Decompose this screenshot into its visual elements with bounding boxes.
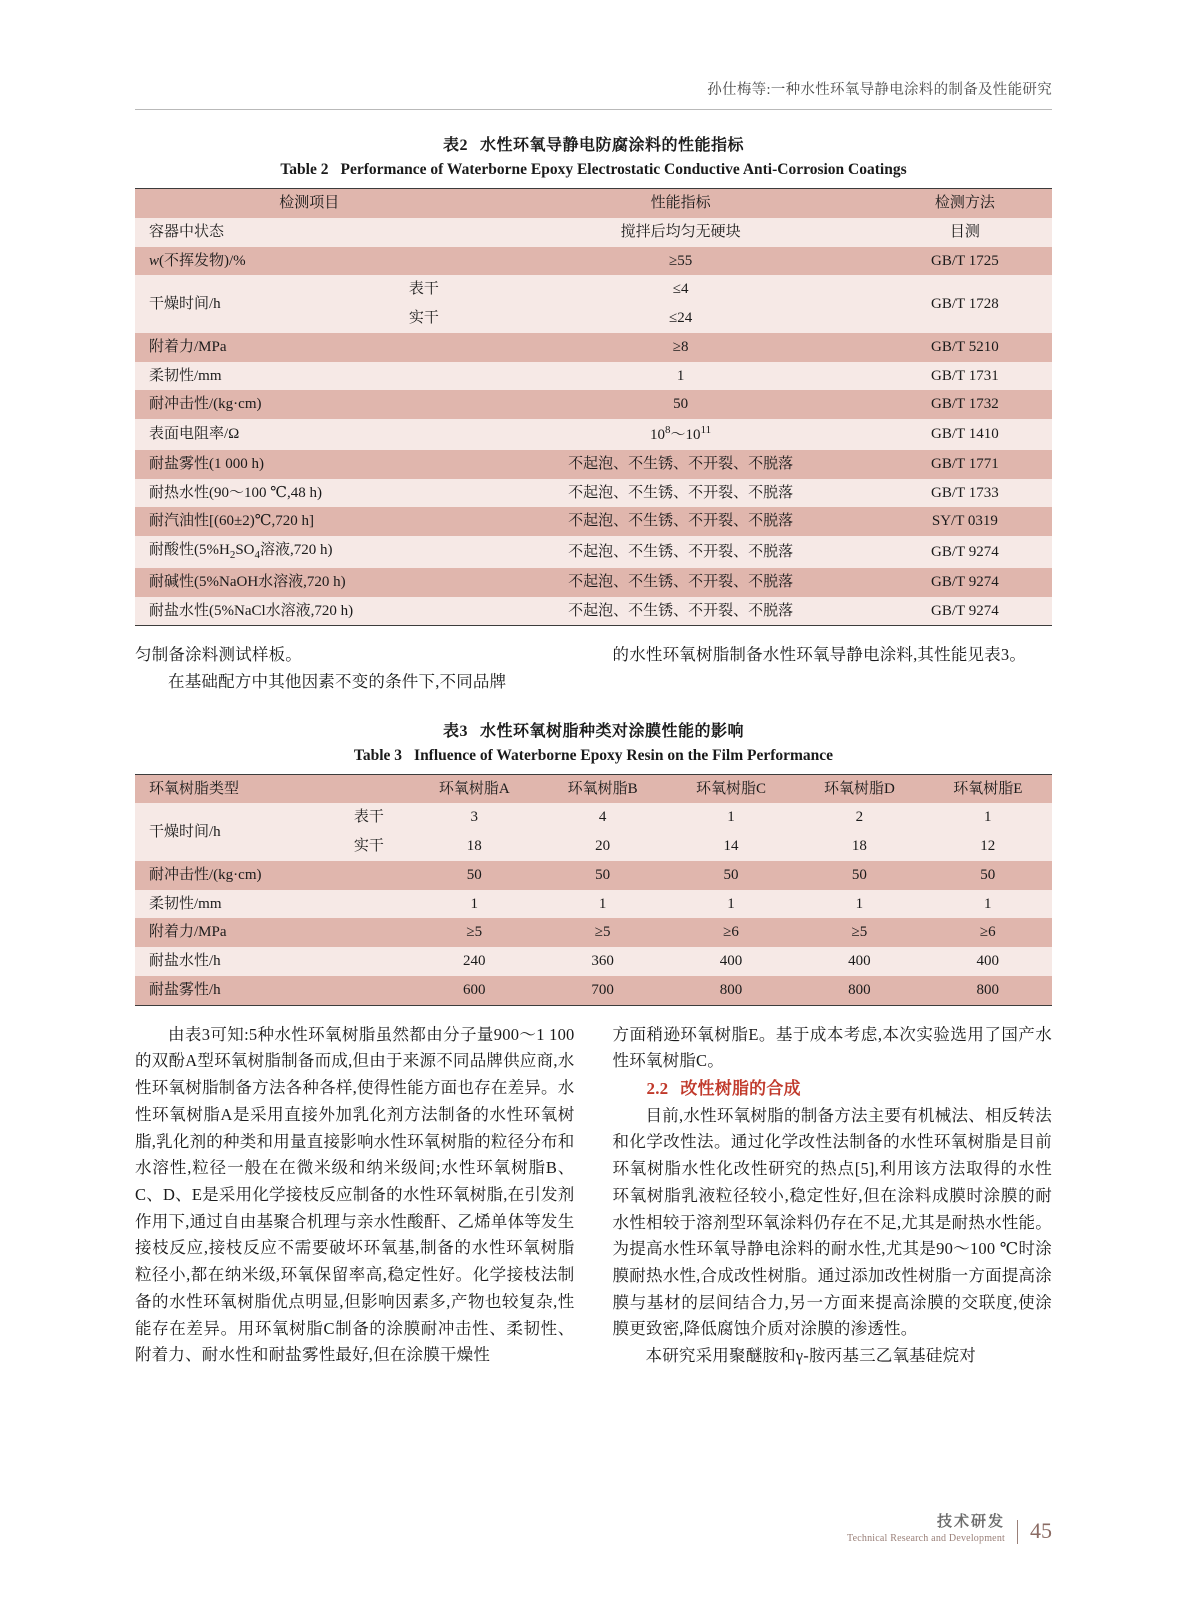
table3-cell-item: 耐盐水性/h [135,947,410,976]
table2-cell-method: GB/T 9274 [878,568,1052,597]
table3-cell-value: 18 [795,832,923,861]
table2-caption-cn [135,132,1052,155]
table-row [135,275,1052,304]
table2-cell-method: GB/T 5210 [878,333,1052,362]
table3-cell-value: 1 [667,890,795,919]
table3-cell-value: 600 [410,976,538,1005]
table2-cell-method: GB/T 1733 [878,479,1052,508]
table3-cell-value: ≥6 [924,918,1052,947]
body-right-column [613,1022,1053,1370]
running-head-rule [135,109,1052,110]
table3-cell-item: 耐盐雾性/h [135,976,410,1005]
table3-header-resin-b: 环氧树脂B [538,774,666,803]
table2-caption-en-number: Table 2 [280,161,329,178]
table3-cell-value: 50 [795,861,923,890]
table3-caption-cn-number: 表3 [442,722,468,740]
table2-caption-en [135,161,1052,179]
table2-cell-value: 不起泡、不生锈、不开裂、不脱落 [483,568,877,597]
table2-caption-en-text: Performance of Waterborne Epoxy Electrostatic Conductive Anti-Corrosion Coatings [340,161,907,178]
table3-cell-value: 800 [924,976,1052,1005]
table2-caption-cn-number: 表2 [442,137,468,154]
table-row [135,507,1052,536]
table2-caption-cn-text: 水性环氧导静电防腐涂料的性能指标 [480,137,745,154]
table2-cell-sub: 表干 [364,275,483,304]
table2-cell-item: 耐盐水性(5%NaCl水溶液,720 h) [135,597,483,626]
table3-cell-value: 1 [795,890,923,919]
table-row [135,568,1052,597]
table3-cell-value: 400 [667,947,795,976]
table3-cell-value: ≥5 [538,918,666,947]
table2-cell-method: GB/T 1410 [878,419,1052,450]
table2-cell-sub: 实干 [364,304,483,333]
body-left-column [135,1022,575,1370]
table3-cell-value: 1 [410,890,538,919]
table2-cell-item: 耐酸性($5\%H_2SO_4$溶液,720 h) [135,536,483,568]
table2-cell-item: 耐碱性(5%NaOH水溶液,720 h) [135,568,483,597]
table-row [135,419,1052,450]
table3-cell-value: 360 [538,947,666,976]
table2-cell-method: GB/T 1728 [878,275,1052,333]
table3-cell-value: 2 [795,803,923,832]
table3-caption-en [135,747,1052,765]
table2-cell-value: 搅拌后均匀无硬块 [483,218,877,247]
table2-cell-value: ≤24 [483,304,877,333]
table3-header-resin-c: 环氧树脂C [667,774,795,803]
table3-header-type: 环氧树脂类型 [135,774,410,803]
table2-cell-item: 容器中状态 [135,218,483,247]
body-right-paragraph-3: 本研究采用聚醚胺和γ-胺丙基三乙氧基硅烷对 [645,1346,976,1366]
table3-cell-value: ≥5 [410,918,538,947]
table3-cell-item: 附着力/MPa [135,918,410,947]
table3-header-row [135,774,1052,803]
table2-cell-value: ≥55 [483,247,877,276]
table3-cell-sub: 实干 [328,832,411,861]
table-row [135,450,1052,479]
mid-text-columns [135,642,1052,695]
section-title: 改性树脂的合成 [680,1079,801,1099]
mid-text-right-column [613,642,1053,695]
table2-cell-method: GB/T 1771 [878,450,1052,479]
mid-text-left-column [135,642,575,695]
table3-cell-value: 1 [924,803,1052,832]
footer-text [847,1510,1005,1544]
table3-cell-value: 14 [667,832,795,861]
table-row [135,890,1052,919]
body-right-paragraph-1: 方面稍逊环氧树脂E。基于成本考虑,本次实验选用了国产水性环氧树脂C。 [612,1024,1052,1071]
table2-cell-value: 不起泡、不生锈、不开裂、不脱落 [483,450,877,479]
table2-header-value: 性能指标 [483,189,877,218]
table2-cell-method: SY/T 0319 [878,507,1052,536]
table3-cell-value: 50 [538,861,666,890]
table3 [135,774,1052,1006]
table-row [135,597,1052,626]
table-row [135,218,1052,247]
table3-cell-value: 700 [538,976,666,1005]
footer-section-cn: 技术研发 [936,1514,1005,1530]
table-row [135,536,1052,568]
table3-header-resin-d: 环氧树脂D [795,774,923,803]
table2-cell-method: GB/T 9274 [878,536,1052,568]
table2-cell-method: GB/T 9274 [878,597,1052,626]
footer-section-en: Technical Research and Development [847,1533,1005,1544]
table-row [135,976,1052,1005]
table3-cell-item: 柔韧性/mm [135,890,410,919]
table2-header-row [135,189,1052,218]
table2-cell-item: 耐冲击性/(kg·cm) [135,390,483,419]
table-row [135,247,1052,276]
section-heading-2-2 [613,1075,1053,1103]
body-right-paragraph-2: 目前,水性环氧树脂的制备方法主要有机械法、相反转法和化学改性法。通过化学改性法制备的水性环氧树脂是目前环氧树脂水性化改性研究的热点[5],利用该方法取得的水性环氧树脂乳液粒径较小,稳定性好,但在涂料成膜时涂膜的耐水性相较于溶剂型环氧涂料仍存在不足,尤其是耐热水性能。为提高水性环氧导静电涂料的耐水性,尤其是90～100 ℃时涂膜耐热水性,合成改性树脂。通过添加改性树脂一方面提高涂膜与基材的层间结合力,另一方面来提高涂膜的交联度,使涂膜更致密,降低腐蚀介质对涂膜的渗透性。 [612,1105,1052,1339]
table3-cell-value: 18 [410,832,538,861]
mid-text-left-2: 在基础配方中其他因素不变的条件下,不同品牌 [168,671,507,691]
table2-header-method: 检测方法 [878,189,1052,218]
table3-caption-cn [135,718,1052,741]
table3-cell-value: 240 [410,947,538,976]
table2-cell-value: 50 [483,390,877,419]
table3-cell-value: 3 [410,803,538,832]
table3-cell-item: 干燥时间/h [135,803,328,861]
table2-cell-method: 目测 [878,218,1052,247]
table3-cell-value: 800 [795,976,923,1005]
table-row [135,947,1052,976]
table3-cell-value: ≥5 [795,918,923,947]
body-columns [135,1022,1052,1370]
section-number: 2.2 [646,1079,669,1099]
table2-cell-value: 不起泡、不生锈、不开裂、不脱落 [483,479,877,508]
table2-header-item: 检测项目 [135,189,483,218]
table3-cell-value: 1 [924,890,1052,919]
table2-cell-item: 柔韧性/mm [135,362,483,391]
table2-cell-method: GB/T 1731 [878,362,1052,391]
table2-cell-item: 耐汽油性[(60±2)℃,720 h] [135,507,483,536]
mid-text-right-1: 的水性环氧树脂制备水性环氧导静电涂料,其性能见表3。 [612,645,1027,665]
table3-cell-value: 800 [667,976,795,1005]
table2-cell-value: 不起泡、不生锈、不开裂、不脱落 [483,536,877,568]
table2-cell-item: 干燥时间/h [135,275,364,333]
table-row [135,362,1052,391]
table2 [135,188,1052,626]
table3-cell-item: 耐冲击性/(kg·cm) [135,861,410,890]
body-left-paragraph-1: 由表3可知:5种水性环氧树脂虽然都由分子量900～1 100的双酚A型环氧树脂制备而成,但由于来源不同品牌供应商,水性环氧树脂制备方法各种各样,使得性能方面也存在差异。水性环氧树脂A是采用直接外加乳化剂方法制备的水性环氧树脂,乳化剂的种类和用量直接影响水性环氧树脂的粒径分布和水溶性,粒径一般在在微米级和纳米级间;水性环氧树脂B、C、D、E是采用化学接枝反应制备的水性环氧树脂,在引发剂作用下,通过自由基聚合机理与亲水性酸酐、乙烯单体等发生接枝反应,接枝反应不需要破坏环氧基,制备的水性环氧树脂粒径小,都在纳米级,环氧保留率高,稳定性好。化学接枝法制备的水性环氧树脂优点明显,但影响因素多,产物也较复杂,性能存在差异。用环氧树脂C制备的涂膜耐冲击性、柔韧性、附着力、耐水性和耐盐雾性最好,但在涂膜干燥性 [135,1024,575,1365]
table2-cell-method: GB/T 1732 [878,390,1052,419]
table2-cell-method: GB/T 1725 [878,247,1052,276]
table3-cell-value: 12 [924,832,1052,861]
table3-caption-en-number: Table 3 [353,746,403,764]
table2-cell-value: ≤4 [483,275,877,304]
table2-cell-value: 不起泡、不生锈、不开裂、不脱落 [483,507,877,536]
table3-header-resin-e: 环氧树脂E [924,774,1052,803]
table3-cell-value: 4 [538,803,666,832]
table3-cell-value: 20 [538,832,666,861]
table2-cell-item: 表面电阻率/Ω [135,419,483,450]
table2-cell-item: w(不挥发物)/% [135,247,483,276]
table3-header-resin-a: 环氧树脂A [410,774,538,803]
table3-caption-cn-text: 水性环氧树脂种类对涂膜性能的影响 [480,722,745,740]
page-number: 45 [1017,1520,1052,1544]
table2-cell-item: 耐热水性(90～100 ℃,48 h) [135,479,483,508]
table-row [135,918,1052,947]
table2-cell-item: 附着力/MPa [135,333,483,362]
table3-cell-value: 1 [538,890,666,919]
table3-cell-sub: 表干 [328,803,411,832]
table2-cell-item: 耐盐雾性(1 000 h) [135,450,483,479]
table3-cell-value: 50 [924,861,1052,890]
running-head: 孙仕梅等:一种水性环氧导静电涂料的制备及性能研究 [707,82,1052,98]
table3-cell-value: 400 [924,947,1052,976]
table3-cell-value: 50 [667,861,795,890]
mid-text-left-1: 匀制备涂料测试样板。 [135,645,302,665]
table2-cell-value: 1 [483,362,877,391]
table-row [135,333,1052,362]
table3-cell-value: ≥6 [667,918,795,947]
table2-cell-value: 不起泡、不生锈、不开裂、不脱落 [483,597,877,626]
page-footer [847,1510,1052,1544]
table3-cell-value: 1 [667,803,795,832]
table2-cell-value: $10^8\sim 10^{11}$ [483,419,877,450]
table-row [135,861,1052,890]
table-row [135,479,1052,508]
table3-cell-value: 50 [410,861,538,890]
table-row [135,390,1052,419]
table-row [135,803,1052,832]
table3-caption-en-text: Influence of Waterborne Epoxy Resin on the Film Performance [414,746,834,764]
table2-cell-value: ≥8 [483,333,877,362]
table3-cell-value: 400 [795,947,923,976]
